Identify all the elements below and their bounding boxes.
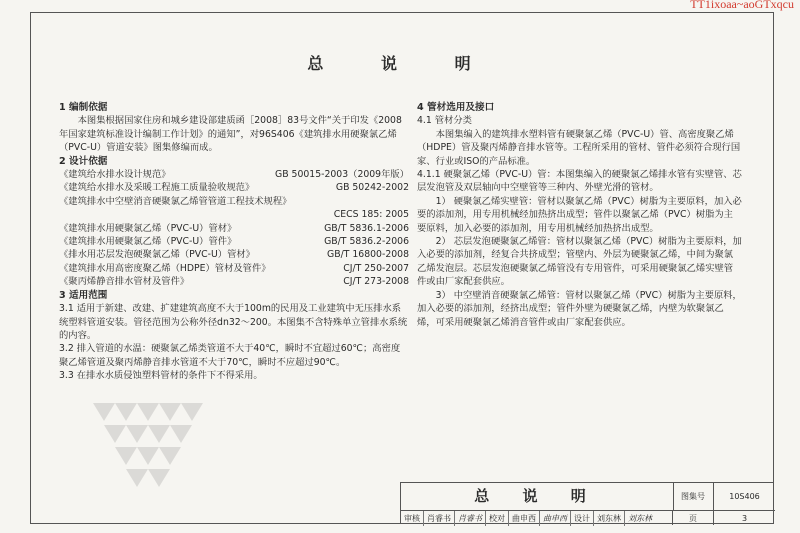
reference-code: GB/T 5836.2-2006 bbox=[324, 236, 409, 248]
atlas-label: 图集号 bbox=[673, 483, 714, 510]
atlas-number-cell bbox=[673, 483, 775, 510]
pipe-type-1-text: 1） 硬聚氯乙烯实壁管：管材以聚氯乙烯（PVC）树脂为主要原料，加入必要的添加剂，用专用机械经加热挤出成型；管件以聚氯乙烯（PVC）树脂为主要原料，加入必要的添加剂，用专用机械经加热挤出成型。 bbox=[417, 195, 742, 234]
corner-code: TT1ixoaa~aoGTxqcu bbox=[690, 0, 794, 11]
title-block bbox=[400, 482, 774, 524]
section-3-1-text: 3.1 适用于新建、改建、扩建建筑高度不大于100m的民用及工业建筑中无压排水系统塑料管道安装。管径范围为公称外径dn32～200。本图集不含特殊单立管排水系统的内容。 bbox=[59, 303, 408, 341]
section-4-1-1-text: 4.1.1 硬聚氯乙烯（PVC-U）管：本图集编入的硬聚氯乙烯排水管有实壁管、芯层发泡管及双层轴向中空壁管等三种内、外壁光滑的管材。 bbox=[417, 169, 742, 194]
page-number-cell bbox=[673, 510, 775, 525]
reference-item bbox=[59, 235, 409, 248]
section-4-heading: 4 管材选用及接口 bbox=[417, 102, 495, 113]
reference-item bbox=[59, 248, 409, 261]
section-4-1-text: 本图集编入的建筑排水塑料管有硬聚氯乙烯（PVC-U）管、高密度聚乙烯（HDPE）管及聚丙烯静音排水管等。工程所采用的管材、管件必须符合现行国家、行业或ISO的产品标准。 bbox=[417, 128, 741, 167]
reference-code: CJ/T 250-2007 bbox=[343, 262, 409, 274]
reviewer-signature: 肖睿书 bbox=[455, 511, 486, 526]
page-title: 总 说 明 bbox=[307, 54, 497, 73]
watermark-logo bbox=[93, 403, 203, 493]
reviewer-name: 肖睿书 bbox=[424, 511, 455, 526]
pipe-type-2-text: 2） 芯层发泡硬聚氯乙烯管：管材以聚氯乙烯（PVC）树脂为主要原料，加入必要的添加剂，经复合共挤成型；管壁内、外层为硬聚氯乙烯，中间为聚氯乙烯发泡层。芯层发泡硬聚氯乙烯管没有专用管件，可采用硬聚氯乙烯实壁管件或由厂家配套供应。 bbox=[417, 236, 742, 288]
page-number: 3 bbox=[741, 514, 748, 523]
signature-row bbox=[401, 510, 673, 525]
reference-name: 《建筑排水用高密度聚乙烯（HDPE）管材及管件》 bbox=[59, 262, 271, 274]
section-1-text: 本图集根据国家住房和城乡建设部建质函［2008］83号文件“关于印发《2008年国家建筑标准设计编制工作计划》的通知”，对96S406《建筑排水用硬聚氯乙烯（PVC-U）管道安装》图集修编而成。 bbox=[59, 115, 402, 154]
section-2-heading: 2 设计依据 bbox=[59, 155, 108, 167]
reference-code: GB/T 16800-2008 bbox=[327, 249, 409, 261]
reference-item bbox=[59, 208, 409, 221]
section-3-3-text: 3.3 在排水水质侵蚀塑料管材的条件下不得采用。 bbox=[59, 370, 263, 382]
reference-code: CJ/T 273-2008 bbox=[343, 276, 409, 288]
reference-item bbox=[59, 181, 409, 194]
reference-name: 《聚丙烯静音排水管材及管件》 bbox=[59, 276, 190, 288]
atlas-number: 10S406 bbox=[729, 492, 760, 501]
design-label: 设计 bbox=[571, 511, 594, 526]
reference-item bbox=[59, 262, 409, 275]
reference-name: 《建筑给水排水及采暖工程施工质量验收规范》 bbox=[59, 182, 255, 194]
reference-code: GB 50015-2003（2009年版） bbox=[275, 169, 409, 181]
reference-item bbox=[59, 168, 409, 181]
section-3-heading: 3 适用范围 bbox=[59, 289, 108, 301]
right-column bbox=[417, 101, 742, 329]
checker-name: 曲申西 bbox=[509, 511, 540, 526]
section-4-1-heading: 4.1 管材分类 bbox=[417, 115, 472, 127]
drawing-frame bbox=[30, 12, 774, 524]
designer-signature: 刘东林 bbox=[628, 513, 652, 523]
section-1-heading: 1 编制依据 bbox=[59, 102, 108, 113]
checker-signature: 曲申西 bbox=[540, 511, 571, 526]
reference-name: 《建筑给水排水设计规范》 bbox=[59, 169, 171, 181]
reference-code: GB 50242-2002 bbox=[335, 182, 409, 194]
designer-name: 刘东林 bbox=[594, 511, 625, 526]
reference-name: 《建筑排水用硬聚氯乙烯（PVC-U）管材》 bbox=[59, 222, 237, 234]
pipe-type-3-text: 3） 中空壁消音硬聚氯乙烯管：管材以聚氯乙烯（PVC）树脂为主要原料，加入必要的添加剂，经挤出成型；管件外壁为硬聚氯乙烯，内壁为软聚氯乙烯，可采用硬聚氯乙烯消音管件或由厂家配套供应。 bbox=[417, 289, 742, 328]
reference-name: 《建筑排水用硬聚氯乙烯（PVC-U）管件》 bbox=[59, 236, 237, 248]
reference-name: 《排水用芯层发泡硬聚氯乙烯（PVC-U）管材》 bbox=[59, 249, 255, 261]
reference-item bbox=[59, 275, 409, 288]
reference-code: CECS 185: 2005 bbox=[333, 209, 409, 221]
review-label: 审核 bbox=[401, 511, 424, 526]
section-3-2-text: 3.2 排入管道的水温：硬聚氯乙烯类管道不大于40℃，瞬时不宜超过60℃；高密度聚乙烯管道及聚丙烯静音排水管道不大于70℃，瞬时不应超过90℃。 bbox=[59, 343, 401, 368]
reference-name: 《建筑排水中空壁消音硬聚氯乙烯管管道工程技术规程》 bbox=[59, 195, 292, 207]
check-label: 校对 bbox=[486, 511, 509, 526]
title-block-name: 总 说 明 bbox=[401, 483, 674, 510]
page-label: 页 bbox=[673, 511, 714, 525]
reference-list bbox=[59, 168, 409, 289]
reference-code: GB/T 5836.1-2006 bbox=[324, 222, 409, 234]
left-column bbox=[59, 101, 409, 383]
reference-item bbox=[59, 222, 409, 235]
reference-item bbox=[59, 195, 409, 208]
